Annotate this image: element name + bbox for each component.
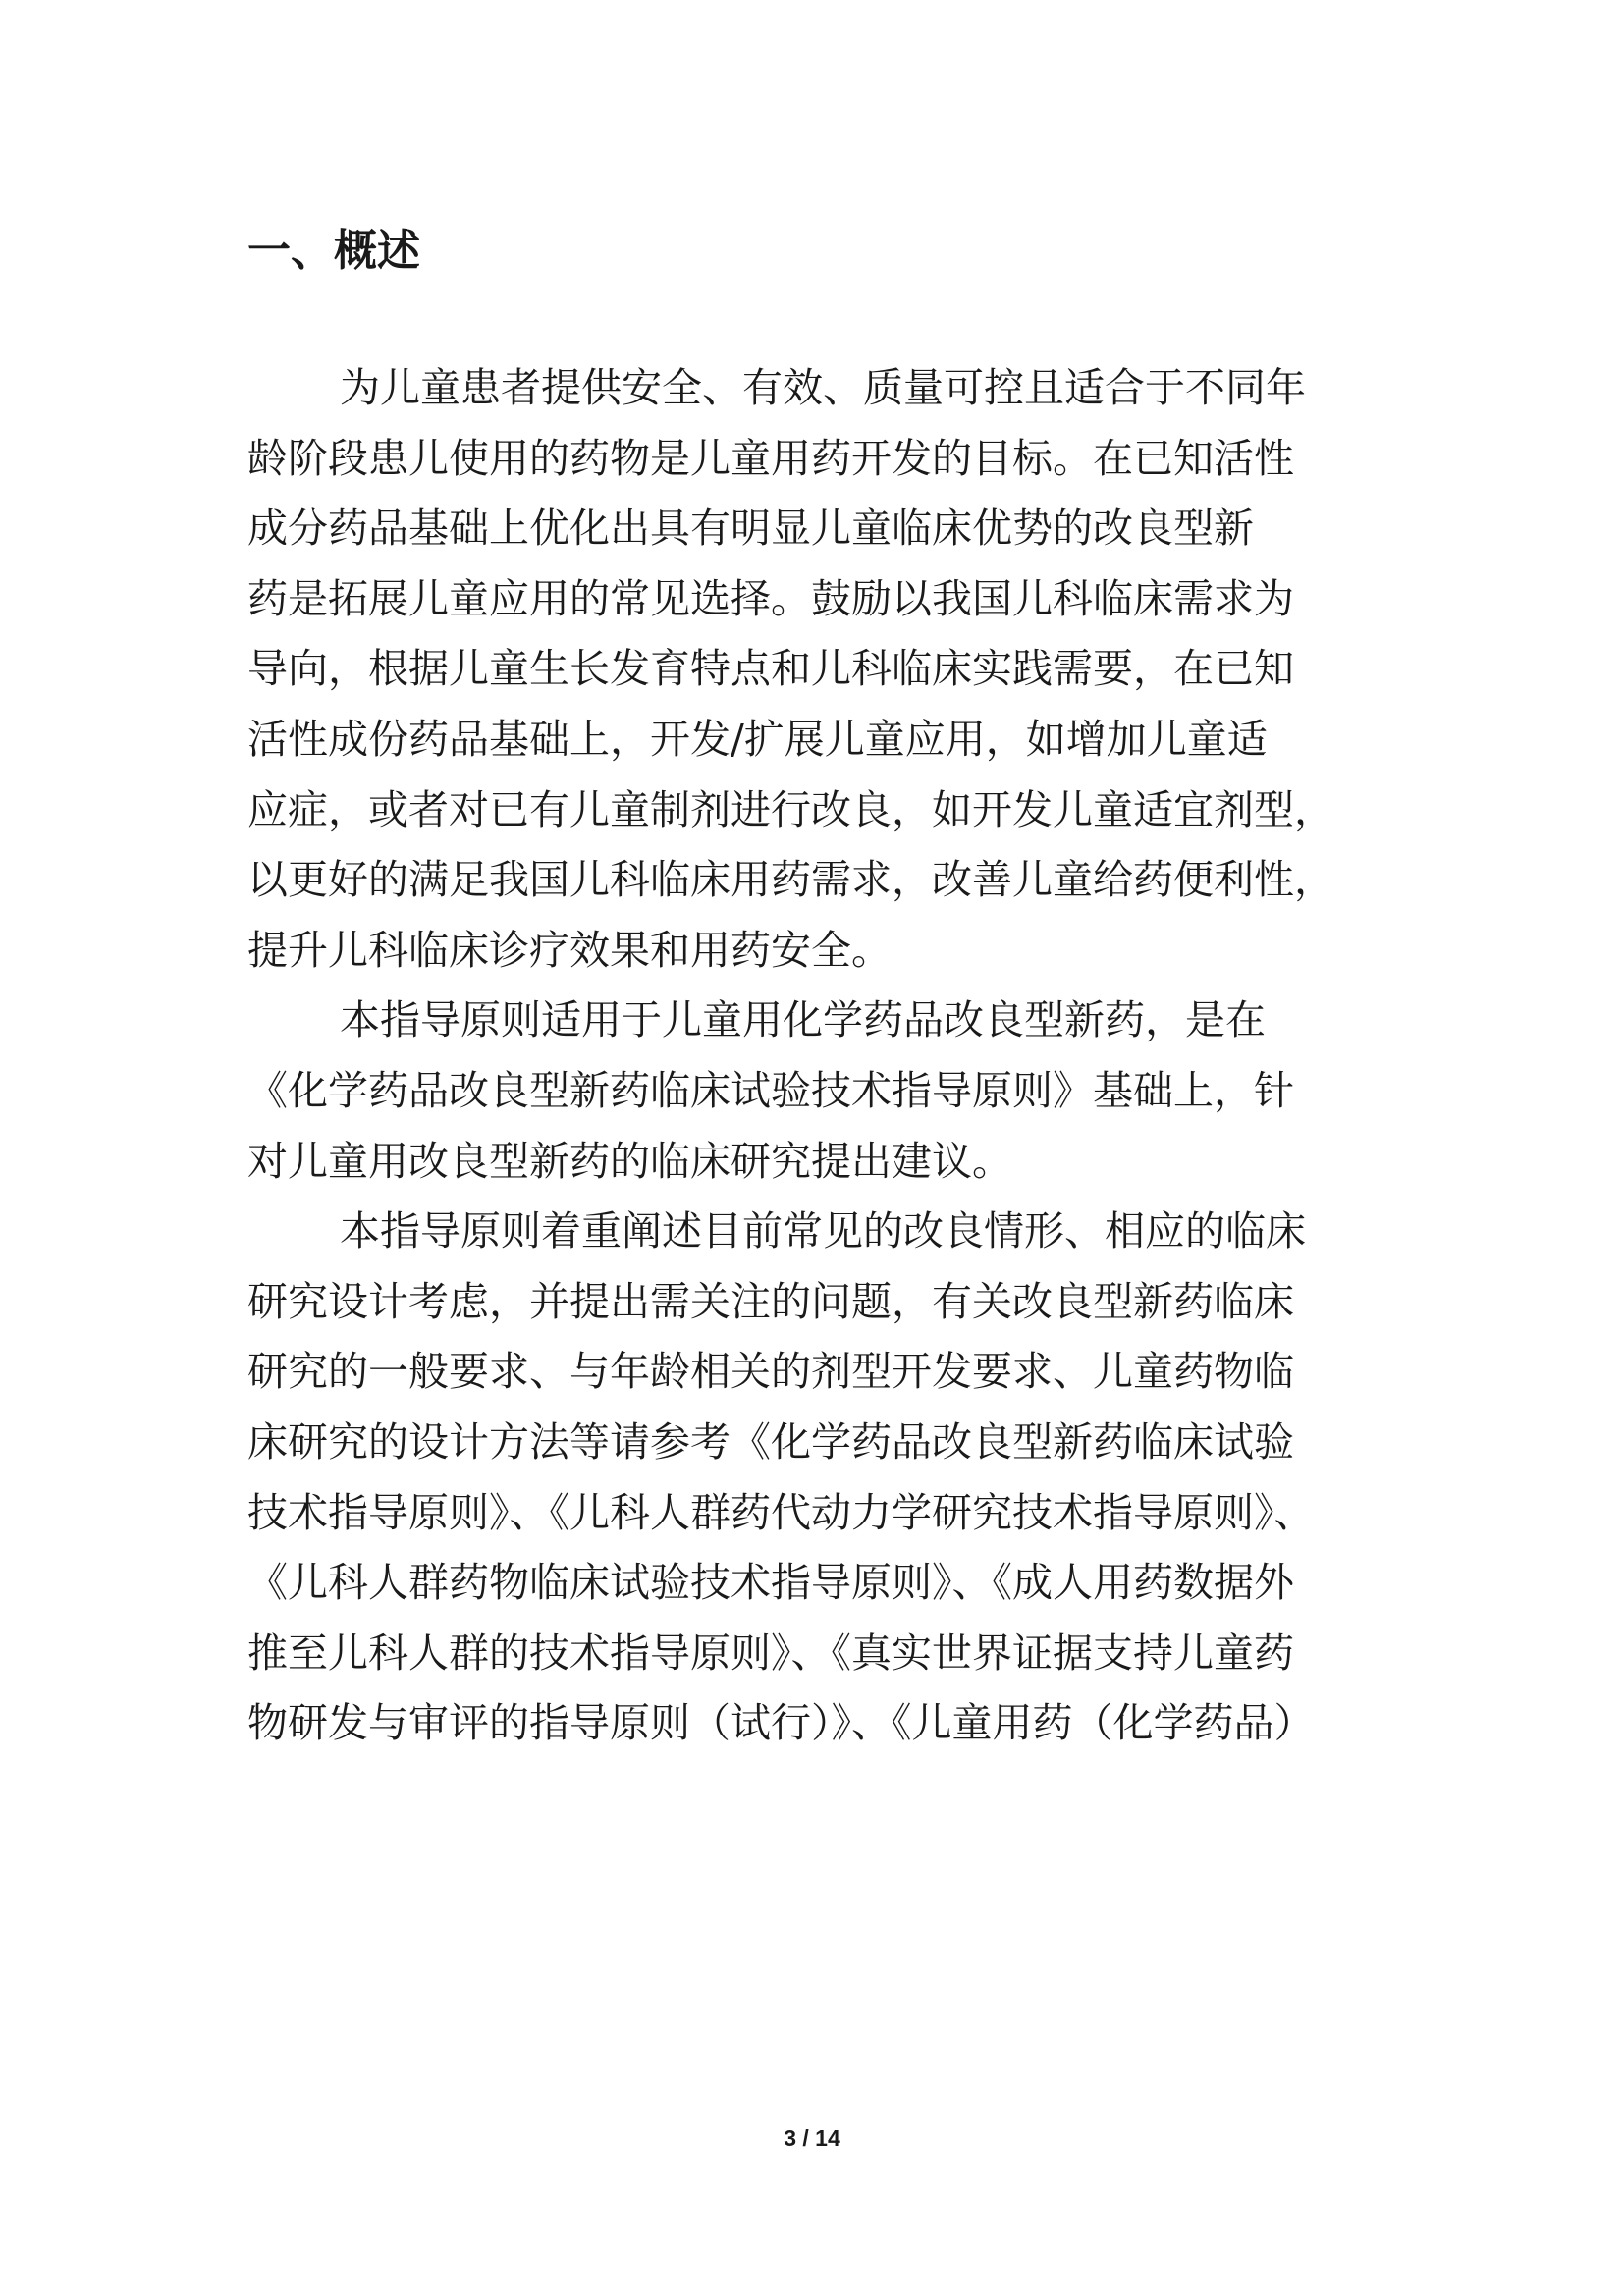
paragraph-line: 成分药品基础上优化出具有明显儿童临床优势的改良型新	[247, 505, 1254, 553]
paragraph-line: 药是拓展儿童应用的常见选择。鼓励以我国儿科临床需求为	[247, 574, 1294, 622]
paragraph-line: 研究的一般要求、与年龄相关的剂型开发要求、儿童药物临	[247, 1348, 1294, 1396]
paragraph-line: 《儿科人群药物临床试验技术指导原则》、《成人用药数据外	[247, 1559, 1294, 1607]
paragraph-line: 研究设计考虑，并提出需关注的问题，有关改良型新药临床	[247, 1277, 1294, 1325]
paragraph-line: 活性成份药品基础上，开发/扩展儿童应用，如增加儿童适	[247, 715, 1268, 763]
body-text	[247, 353, 1394, 1759]
paragraph-line: 技术指导原则》、《儿科人群药代动力学研究技术指导原则》、	[247, 1488, 1315, 1536]
paragraph-line: 推至儿科人群的技术指导原则》、《真实世界证据支持儿童药	[247, 1629, 1294, 1677]
paragraph-line: 为儿童患者提供安全、有效、质量可控且适合于不同年	[340, 364, 1306, 411]
paragraph-line: 床研究的设计方法等请参考《化学药品改良型新药临床试验	[247, 1417, 1294, 1466]
paragraph-line: 对儿童用改良型新药的临床研究提出建议。	[247, 1137, 1012, 1185]
paragraph-line: 导向，根据儿童生长发育特点和儿科临床实践需要，在已知	[247, 645, 1294, 693]
paragraph-line: 以更好的满足我国儿科临床用药需求，改善儿童给药便利性，	[247, 856, 1334, 904]
paragraph-line: 本指导原则着重阐述目前常见的改良情形、相应的临床	[340, 1207, 1306, 1255]
page-number: 3 / 14	[784, 2125, 840, 2151]
paragraph-line: 物研发与审评的指导原则（试行）》、《儿童用药（化学药品）	[247, 1699, 1315, 1747]
section-heading: 一、概述	[247, 226, 420, 276]
paragraph-line: 本指导原则适用于儿童用化学药品改良型新药，是在	[340, 996, 1266, 1044]
paragraph-line: 应症，或者对已有儿童制剂进行改良，如开发儿童适宜剂型，	[247, 785, 1334, 833]
paragraph-line: 《化学药品改良型新药临床试验技术指导原则》基础上，针	[247, 1066, 1294, 1114]
paragraph-line: 龄阶段患儿使用的药物是儿童用药开发的目标。在已知活性	[247, 434, 1294, 482]
paragraph-line: 提升儿科临床诊疗效果和用药安全。	[247, 926, 892, 974]
